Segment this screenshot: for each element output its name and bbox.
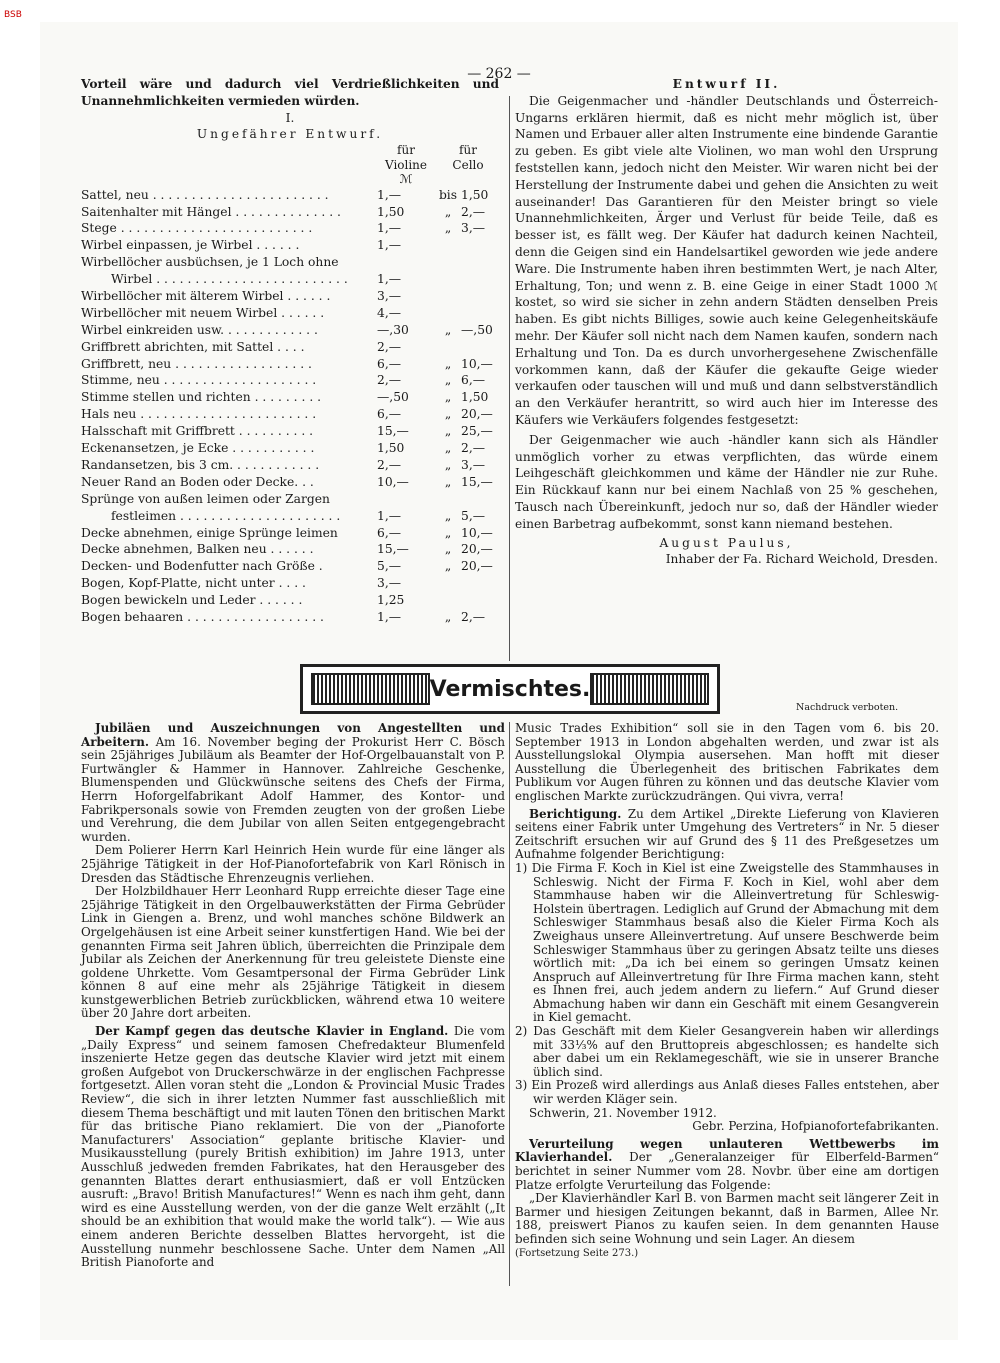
col-violine: Violine — [384, 157, 428, 172]
price-cello: 2,— — [461, 609, 486, 624]
price-item-label: Stimme, neu . . . . . . . . . . . . . . . . . . . . — [81, 373, 317, 388]
price-row — [81, 187, 499, 204]
price-row — [81, 288, 499, 305]
signature-name: August Paulus, — [659, 535, 794, 550]
price-item-label: Hals neu . . . . . . . . . . . . . . . . . . . . . . . — [81, 407, 317, 422]
price-violine: 4,— — [377, 305, 402, 320]
left-upper-column — [81, 76, 499, 626]
price-violine: 15,— — [377, 542, 409, 557]
price-violine: 1,— — [377, 187, 402, 202]
price-separator: „ — [444, 441, 452, 456]
price-violine: 1,— — [377, 272, 402, 287]
price-item-label: Griffbrett, neu . . . . . . . . . . . . . . . . . . — [81, 356, 312, 371]
draft-two-paragraph-2: Der Geigenmacher wie auch -händler kann sich als Händler unmöglich vorher zu etwas verpflichten, das würde einem Leihgeschäft gleichkommen und käme der Händler nie zur Ruhe. Ein Rückkauf kann nur bei einem Nachlaß von 25 % geschehen, Tausch nach Übereinkunft, jedoch nur so, daß der Händler wieder einen Barbetrag aufbekommt, sonst kann niemand bestehen. — [515, 432, 938, 531]
price-violine: 3,— — [377, 289, 402, 304]
price-columns-header — [81, 143, 499, 158]
correction-item-3: 3) Ein Prozeß wird allerdings aus Anlaß dieses Falles entstehen, aber wir werden Kläger sein. — [515, 1078, 939, 1107]
price-violine: —,50 — [377, 390, 409, 405]
library-stamp: BSB — [4, 10, 22, 20]
price-item-label: Griffbrett abrichten, mit Sattel . . . . — [81, 339, 305, 354]
price-list — [81, 187, 499, 626]
price-cello: —,50 — [461, 322, 493, 337]
price-item-label: Wirbellöcher mit neuem Wirbel . . . . . . — [81, 305, 325, 320]
price-item-label: Sattel, neu . . . . . . . . . . . . . . . . . . . . . . . — [81, 187, 329, 202]
price-violine: 2,— — [377, 373, 402, 388]
currency-symbol: ℳ — [399, 172, 413, 187]
price-cello: 6,— — [461, 373, 486, 388]
price-row — [81, 474, 499, 491]
price-separator: „ — [444, 559, 452, 574]
price-row — [81, 305, 499, 322]
price-cello: 10,— — [461, 356, 493, 371]
column-divider-lower — [509, 722, 510, 1286]
price-row — [81, 457, 499, 474]
price-row — [81, 508, 499, 525]
hein-paragraph: Dem Polierer Herrn Karl Heinrich Hein wurde für eine länger als 25jährige Tätigkeit in der Hof-Pianofortefabrik von Karl Rönisch in Dresden das Städtische Ehrenzeugnis verliehen. — [81, 843, 505, 885]
jubilee-heading: Jubiläen und Auszeichnungen von Angestellten und Arbeitern. — [81, 721, 505, 749]
price-violine: 3,— — [377, 576, 402, 591]
price-separator: „ — [444, 373, 452, 388]
draft-two-paragraph-1: Die Geigenmacher und -händler Deutschlands und Österreich-Ungarns erklären hiermit, daß es nicht mehr möglich ist, über Namen und Erbauer aller alten Instrumente eine bindende Garantie zu geben. Es gibt viele alte Violinen, wo man wohl den Ursprung feststellen kann, jedoch nicht den Meister. Wir waren nicht bei der Herstellung der Instrumente dabei und gehen die Ansichten zu weit auseinander! Das Garantieren für den Meister bringt so viele Unannehmlichkeiten, Ärger und Verlust für beide Teile, daß es besser ist, es fällt weg. Der Käufer hat dadurch keinen Nachteil, denn die Geigen sind ein Handelsartikel geworden wie jede andere Ware. Die Instrumente haben ihren bestimmten Wert, je nach Alter, Erhaltung, Ton; und wenn z. B. eine Geige in einer Stadt 1000 ℳ kostet, so wird sie sicher in zehn andern Städten denselben Preis haben. Es gibt nichts Billiges, sowie auch keine Gelegenheitskäufe mehr. Der Käufer soll nicht nach dem Namen kaufen, sondern nach Erhaltung und Ton. Da es durch unvorhergesehene Zwischenfälle vorkommen kann, daß der Käufer die gekaufte Geige wieder verkaufen oder tauschen will und muß und dann selbstverständlich an den Verkäufer herantritt, so wird auch hier im Interesse des Käufers wie Verkäufers folgendes festgesetzt: — [515, 93, 938, 427]
price-cello: 3,— — [461, 457, 486, 472]
price-row — [81, 558, 499, 575]
correction-item-2: 2) Das Geschäft mit dem Kieler Gesangverein haben wir allerdings mit 33⅓% auf den Bruttopreis abgeschlossen; es handelte sich aber dabei um ein Reklamegeschäft, wie sie in unserer Branche üblich sind. — [515, 1024, 939, 1079]
correction-paragraph — [515, 808, 939, 862]
verdict-paragraph — [515, 1138, 939, 1192]
price-cello: 15,— — [461, 474, 493, 489]
signature-firm: Inhaber der Fa. Richard Weichold, Dresden. — [665, 552, 938, 567]
col-for-violine: für — [397, 143, 415, 158]
price-row — [81, 322, 499, 339]
price-separator: „ — [444, 322, 452, 337]
price-item-label: Decken- und Bodenfutter nach Größe . — [81, 559, 323, 574]
price-violine: 6,— — [377, 525, 402, 540]
price-cello: 20,— — [461, 407, 493, 422]
price-violine: 1,50 — [377, 441, 405, 456]
price-row — [81, 237, 499, 254]
correction-text: Zu dem Artikel „Direkte Lieferung von Klavieren seitens einer Fabrik unter Umgehung des Vertreters“ in Nr. 5 dieser Zeitschrift ersuchen wir auf Grund des § 11 des Preßgesetzes um Aufnahme folgender Berichtigung: — [515, 806, 939, 862]
price-cello: 25,— — [461, 424, 493, 439]
place-date: Schwerin, 21. November 1912. — [529, 1105, 717, 1120]
price-row — [81, 389, 499, 406]
price-cello: 2,— — [461, 441, 486, 456]
banner-ornament-right — [590, 673, 709, 705]
price-item-label: Stimme stellen und richten . . . . . . . . . — [81, 390, 322, 405]
price-violine: 1,— — [377, 508, 402, 523]
price-cello: 5,— — [461, 508, 486, 523]
verdict-quote: „Der Klavierhändler Karl B. von Barmen macht seit längerer Zeit in Barmer und hiesigen Zeitungen bekannt, daß in Barmen, Allee Nr. 188, preiswert Pianos zu kaufen seien. In dem genannten Hause befinden sich seine Wohnung und sein Lager. An diesem — [515, 1191, 939, 1246]
price-row — [81, 440, 499, 457]
price-violine: 10,— — [377, 474, 409, 489]
price-cello: 10,— — [461, 525, 493, 540]
price-row — [81, 220, 499, 237]
price-separator: „ — [444, 508, 452, 523]
price-row — [81, 339, 499, 356]
banner-ornament-left — [311, 673, 430, 705]
price-row — [81, 491, 499, 508]
price-item-label: Wirbel . . . . . . . . . . . . . . . . . . . . . . . . . — [111, 272, 348, 287]
column-divider-upper — [509, 96, 510, 661]
price-violine: 5,— — [377, 559, 402, 574]
price-row — [81, 271, 499, 288]
col-cello: Cello — [452, 157, 484, 172]
price-separator: bis — [438, 187, 458, 202]
price-row — [81, 356, 499, 373]
price-item-label: Wirbellöcher mit älterem Wirbel . . . . . . — [81, 289, 331, 304]
price-item-label: Bogen bewickeln und Leder . . . . . . — [81, 593, 303, 608]
continuation-note: (Fortsetzung Seite 273.) — [515, 1247, 639, 1259]
draft-two-title: Entwurf II. — [672, 77, 781, 91]
col-for-cello: für — [459, 143, 477, 158]
price-separator: „ — [444, 204, 452, 219]
price-violine: 1,— — [377, 609, 402, 624]
price-violine: 1,50 — [377, 204, 405, 219]
correction-signer: Gebr. Perzina, Hofpianofortefabrikanten. — [692, 1119, 939, 1134]
reprint-notice: Nachdruck verboten. — [796, 702, 899, 713]
price-row — [81, 423, 499, 440]
england-paragraph — [81, 1025, 505, 1270]
page-sheet — [40, 22, 958, 1340]
price-item-label: festleimen . . . . . . . . . . . . . . . . . . . . . — [111, 508, 341, 523]
price-violine: —,30 — [377, 322, 409, 337]
price-row — [81, 592, 499, 609]
price-row — [81, 541, 499, 558]
price-violine: 6,— — [377, 407, 402, 422]
price-row — [81, 372, 499, 389]
price-item-label: Wirbellöcher ausbüchsen, je 1 Loch ohne — [81, 255, 339, 270]
jubilee-paragraph — [81, 722, 505, 844]
price-separator: „ — [444, 424, 452, 439]
price-separator: „ — [444, 525, 452, 540]
price-item-label: Neuer Rand an Boden oder Decke. . . — [81, 474, 314, 489]
price-item-label: Halsschaft mit Griffbrett . . . . . . . . . . — [81, 424, 314, 439]
correction-item-1: 1) Die Firma F. Koch in Kiel ist eine Zweigstelle des Stammhauses in Schleswig. Nicht der Firma F. Koch in Kiel, wohl aber dem Stammhause haben wir die Alleinvertretung für Schleswig-Holstein übertragen. Lediglich auf Grund der Abmachung mit dem Schleswiger Stammhaus besaß also die Kieler Firma Koch als Zweighaus unsere Alleinvertretung. Auf unsere Beschwerde beim Schleswiger Stammhaus über zu geringen Absatz teilte uns dieses wörtlich mit: „Da ich bei einem so geringen Umsatz keinen Anspruch auf Alleinvertretung für Ihre Firma machen kann, steht es Ihnen frei, auch jedem andern zu liefern.“ Auf Grund dieser Abmachung haben wir dann ein Geschäft mit einem Gesangverein in Kiel gemacht. — [515, 860, 939, 1025]
price-separator: „ — [444, 457, 452, 472]
jubilee-text: Am 16. November beging der Prokurist Herr C. Bösch sein 25jähriges Jubiläum als Beamter der Hof-Orgelbauanstalt von P. Furtwängler & Hammer in Hannover. Zahlreiche Geschenke, Blumenspenden und Glückwünsche seitens des Chefs der Firma, Herrn Hoforgelfabrikant Adolf Hammer, des Kontor- und Fabrikpersonals sowie von Fremden zeugten von der großen Liebe und Verehrung, die dem Jubilar von allen Seiten entgegengebracht wurden. — [81, 734, 506, 844]
price-violine: 2,— — [377, 457, 402, 472]
price-item-label: Saitenhalter mit Hängel . . . . . . . . . . . . . . — [81, 204, 341, 219]
price-row — [81, 406, 499, 423]
draft-title: Ungefährer Entwurf. — [196, 127, 384, 142]
price-item-label: Randansetzen, bis 3 cm. . . . . . . . . . . . — [81, 457, 320, 472]
banner-title: Vermischtes. — [429, 676, 591, 702]
price-violine: 15,— — [377, 424, 409, 439]
price-item-label: Eckenansetzen, je Ecke . . . . . . . . . . . — [81, 441, 315, 456]
price-row — [81, 525, 499, 542]
price-separator: „ — [444, 356, 452, 371]
price-cello: 1,50 — [461, 390, 489, 405]
price-row — [81, 204, 499, 221]
england-heading: Der Kampf gegen das deutsche Klavier in England. — [95, 1024, 449, 1039]
england-text: Die vom „Daily Express“ und seinem famosen Chefredakteur Blumenfeld inszenierte Hetze gegen das deutsche Klavier wird jetzt mit einem großen Aufgebot von Druckerschwärze in der englischen Fachpresse fortgesetzt. Allen voran steht die „London & Provincial Music Trades Review“, die sich in ihrer letzten Nummer fast ausschließlich mit diesem Thema beschäftigt und mit lauten Tönen den britischen Markt für das britische Piano reklamiert. Die von der „Pianoforte Manufacturers' Association“ geplante britische Klavier- und Musikausstellung (purely British exhibition) im Jahre 1913, unter Ausschluß jedweden fremden Fabrikates, hat den Herausgeber des genannten Blattes derart enthusiasmiert, daß er voll Entzücken ausruft: „Bravo! British Manufactures!“ Wenn es nach ihm geht, dann wird es eine Ausstellung werden, von der die ganze Welt erzählt („It should be an exhibition that would make the world talk“). — Wie aus einem anderen Berichte desselben Blattes hervorgeht, ist die Ausstellung nunmehr beschlossene Sache. Unter dem Namen „All British Pianoforte and — [81, 1024, 506, 1270]
right-upper-column — [515, 76, 938, 568]
price-separator: „ — [444, 609, 452, 624]
price-cello: 20,— — [461, 559, 493, 574]
right-lower-column — [515, 722, 939, 1260]
rupp-paragraph: Der Holzbildhauer Herr Leonhard Rupp erreichte dieser Tage eine 25jährige Tätigkeit in den Orgelbauwerkstätten der Firma Gebrüder Link in Giengen a. Brenz, und wohl manches schöne Bildwerk an Orgelgehäusen ist eine Arbeit seiner kunstfertigen Hand. Wie bei der genannten Firma seit Jahren üblich, überreichten die Prinzipale dem Jubilar als Zeichen der Anerkennung für treu geleistete Dienste eine goldene Uhrkette. Vom Gesamtpersonal der Firma Gebrüder Link können 8 auf eine mehr als 25jährige Tätigkeit in diesem kunstgewerblichen Betrieb zurückblicken, während etwa 10 weitere über 20 Jahre dort arbeiten. — [81, 884, 505, 1021]
price-item-label: Bogen, Kopf-Platte, nicht unter . . . . — [81, 576, 306, 591]
price-violine: 1,25 — [377, 593, 405, 608]
price-separator: „ — [444, 390, 452, 405]
price-row — [81, 254, 499, 271]
price-violine: 2,— — [377, 339, 402, 354]
section-numeral: I. — [285, 110, 295, 125]
intro-text: Vorteil wäre und dadurch viel Verdrießlichkeiten und Unannehmlichkeiten vermieden würden. — [81, 77, 499, 108]
price-violine: 1,— — [377, 221, 402, 236]
price-item-label: Bogen behaaren . . . . . . . . . . . . . . . . . . — [81, 609, 324, 624]
price-violine: 1,— — [377, 238, 402, 253]
price-item-label: Stege . . . . . . . . . . . . . . . . . . . . . . . . . — [81, 221, 313, 236]
page-number: — 262 — — [467, 66, 531, 82]
price-separator: „ — [444, 542, 452, 557]
exhibition-paragraph: Music Trades Exhibition“ soll sie in den Tagen vom 6. bis 20. September 1913 in London abgehalten werden, und zwar ist als Ausstellungslokal Olympia ausersehen. Man hofft mit dieser Ausstellung die Überlegenheit des britischen Fabrikates dem Publikum vor Augen führen zu können und das deutsche Klavier vom englischen Markte zurückzudrängen. Qui vivra, verra! — [515, 721, 939, 803]
price-item-label: Wirbel einkreiden usw. . . . . . . . . . . . . — [81, 322, 318, 337]
price-cello: 2,— — [461, 204, 486, 219]
price-violine: 6,— — [377, 356, 402, 371]
price-separator: „ — [444, 407, 452, 422]
price-row — [81, 609, 499, 626]
price-separator: „ — [444, 474, 452, 489]
price-separator: „ — [444, 221, 452, 236]
price-item-label: Sprünge von außen leimen oder Zargen — [81, 491, 330, 506]
price-columns-names — [81, 158, 499, 173]
left-lower-column — [81, 722, 505, 1270]
correction-heading: Berichtigung. — [529, 806, 622, 821]
price-item-label: Decke abnehmen, Balken neu . . . . . . — [81, 542, 314, 557]
price-row — [81, 575, 499, 592]
price-cello: 1,50 — [461, 187, 489, 202]
price-cello: 3,— — [461, 221, 486, 236]
verdict-text: Der „Generalanzeiger für Elberfeld-Barmen“ berichtet in seiner Nummer vom 28. Novbr. über eine am dortigen Platze erfolgte Verurteilung das Folgende: — [515, 1150, 940, 1192]
price-item-label: Decke abnehmen, einige Sprünge leimen — [81, 525, 338, 540]
price-item-label: Wirbel einpassen, je Wirbel . . . . . . — [81, 238, 300, 253]
verdict-heading: Verurteilung wegen unlauteren Wettbewerbs im Klavierhandel. — [515, 1136, 939, 1165]
currency-row — [81, 172, 499, 187]
price-cello: 20,— — [461, 542, 493, 557]
section-banner — [300, 664, 720, 714]
